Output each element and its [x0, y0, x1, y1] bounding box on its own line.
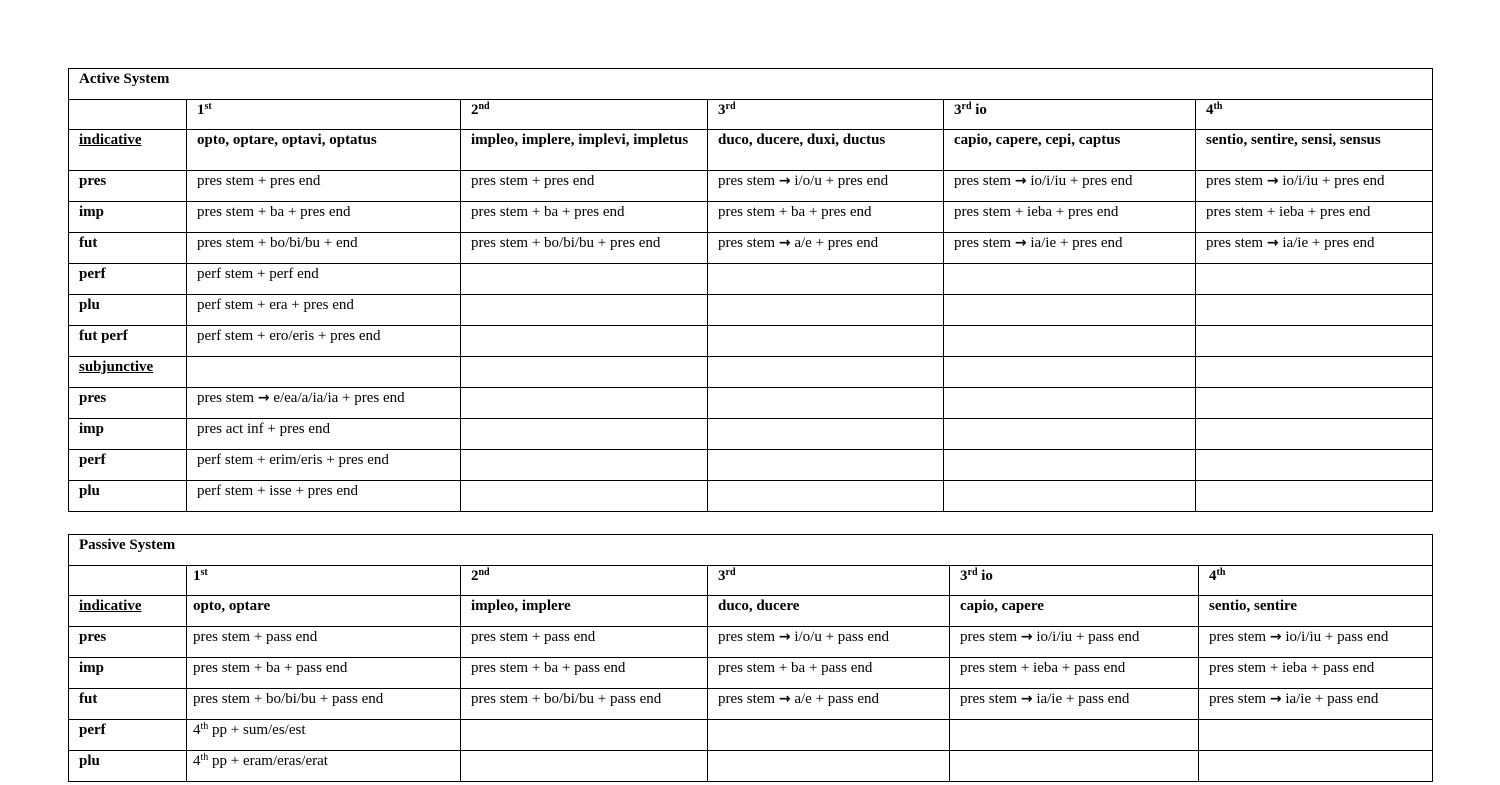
- conjugation-header: [1196, 100, 1433, 130]
- conjugation-header: [708, 566, 950, 596]
- cell-text: pres act inf + pres end: [197, 421, 330, 437]
- principal-parts: duco, ducere, duxi, ductus: [708, 130, 944, 171]
- table-row: [69, 481, 1433, 512]
- conjugation-number: 1: [197, 102, 205, 118]
- table-cell: [461, 171, 708, 202]
- table-cell: [461, 627, 708, 658]
- cell-text: pres stem + ieba + pres end: [954, 204, 1119, 220]
- cell-text: pres stem + pass end: [471, 629, 596, 645]
- superscript: rd: [967, 567, 978, 578]
- table-cell: [944, 264, 1196, 295]
- cell-text: perf stem + isse + pres end: [197, 483, 359, 499]
- conjugation-header: [708, 100, 944, 130]
- principal-parts: opto, optare: [187, 596, 461, 627]
- table-cell: [708, 171, 944, 202]
- table-cell: [1199, 689, 1433, 720]
- superscript: rd: [725, 101, 736, 112]
- table-cell: [461, 295, 708, 326]
- right-arrow-icon: →: [1266, 173, 1279, 189]
- table-cell: [461, 751, 708, 782]
- cell-text: pres stem + ieba + pass end: [960, 660, 1126, 676]
- table-cell: [187, 171, 461, 202]
- conjugation-number: 3: [954, 102, 962, 118]
- table-cell: [187, 202, 461, 233]
- table-cell: [944, 357, 1196, 388]
- cell-text: pres stem + pres end: [197, 173, 321, 189]
- table-cell: [708, 295, 944, 326]
- cell-text: a/e + pres end: [790, 235, 879, 251]
- table-cell: [187, 295, 461, 326]
- table-cell: [187, 264, 461, 295]
- conjugation-header: [461, 566, 708, 596]
- table-cell: [187, 388, 461, 419]
- conjugation-suffix: io: [977, 568, 993, 584]
- table-cell: [708, 419, 944, 450]
- table-cell: [187, 689, 461, 720]
- table-row: [69, 233, 1433, 264]
- cell-text: e/ea/a/ia/ia + pres end: [269, 390, 405, 406]
- table-cell: [1199, 658, 1433, 689]
- cell-text: pres stem + ba + pres end: [471, 204, 625, 220]
- conjugation-header: [187, 100, 461, 130]
- superscript: nd: [478, 101, 490, 112]
- cell-text: pres stem: [718, 173, 779, 189]
- passive-system-table: [68, 534, 1433, 782]
- cell-text: i/o/u + pass end: [790, 629, 890, 645]
- table-cell: [944, 295, 1196, 326]
- table-cell: [1199, 627, 1433, 658]
- table-row: [69, 326, 1433, 357]
- table-row: [69, 689, 1433, 720]
- table-cell: [461, 233, 708, 264]
- superscript: th: [200, 721, 209, 732]
- cell-text: pres stem + ieba + pass end: [1209, 660, 1375, 676]
- cell-text: 4: [193, 722, 201, 738]
- principal-parts: sentio, sentire: [1199, 596, 1433, 627]
- cell-text: pres stem: [960, 691, 1021, 707]
- table-row: [69, 171, 1433, 202]
- cell-text: pres stem: [1209, 629, 1270, 645]
- conjugation-header: [1199, 566, 1433, 596]
- table-row: [69, 388, 1433, 419]
- superscript: th: [1213, 101, 1223, 112]
- table-cell: [461, 388, 708, 419]
- table-cell: [708, 751, 950, 782]
- conjugation-header: [187, 566, 461, 596]
- cell-text: pres stem: [718, 235, 779, 251]
- table-cell: [950, 689, 1199, 720]
- table-cell: [950, 720, 1199, 751]
- principal-parts: capio, capere, cepi, captus: [944, 130, 1196, 171]
- right-arrow-icon: →: [1266, 235, 1279, 251]
- table-cell: [708, 658, 950, 689]
- cell-text: pres stem + pass end: [193, 629, 318, 645]
- table-row: [69, 627, 1433, 658]
- table-cell: [1196, 326, 1433, 357]
- table-row: [69, 751, 1433, 782]
- conjugation-header: [944, 100, 1196, 130]
- table-cell: [708, 720, 950, 751]
- conjugation-number: 1: [193, 568, 201, 584]
- table-cell: [461, 720, 708, 751]
- row-label: imp: [69, 419, 187, 450]
- table-cell: [187, 326, 461, 357]
- table-cell: [708, 689, 950, 720]
- row-label: plu: [69, 751, 187, 782]
- table-cell: [461, 450, 708, 481]
- principal-parts-row: [69, 130, 1433, 171]
- table-cell: [944, 171, 1196, 202]
- row-label: pres: [69, 627, 187, 658]
- cell-text: pres stem: [960, 629, 1021, 645]
- cell-text: pres stem: [197, 390, 258, 406]
- cell-text: pres stem + ba + pres end: [718, 204, 872, 220]
- cell-text: perf stem + erim/eris + pres end: [197, 452, 389, 468]
- table-cell: [708, 627, 950, 658]
- right-arrow-icon: →: [1014, 173, 1027, 189]
- table-cell: [708, 264, 944, 295]
- table-cell: [461, 481, 708, 512]
- conjugation-suffix: io: [971, 102, 987, 118]
- conjugation-number: 4: [1209, 568, 1217, 584]
- table-cell: [1196, 481, 1433, 512]
- table-cell: [1196, 388, 1433, 419]
- principal-parts: capio, capere: [950, 596, 1199, 627]
- right-arrow-icon: →: [1269, 691, 1282, 707]
- cell-text: i/o/u + pres end: [790, 173, 889, 189]
- superscript: st: [200, 567, 208, 578]
- row-label: fut perf: [69, 326, 187, 357]
- cell-text: ia/ie + pres end: [1026, 235, 1123, 251]
- table-cell: [461, 326, 708, 357]
- row-label: perf: [69, 264, 187, 295]
- cell-text: perf stem + era + pres end: [197, 297, 354, 313]
- cell-text: pres stem + ieba + pres end: [1206, 204, 1371, 220]
- table-cell: [187, 481, 461, 512]
- table-cell: [708, 388, 944, 419]
- row-label: plu: [69, 481, 187, 512]
- cell-text: pres stem + ba + pass end: [193, 660, 348, 676]
- table-row: [69, 295, 1433, 326]
- table-cell: [1196, 264, 1433, 295]
- row-label: plu: [69, 295, 187, 326]
- table-cell: [461, 357, 708, 388]
- right-arrow-icon: →: [778, 235, 791, 251]
- cell-text: ia/ie + pass end: [1281, 691, 1379, 707]
- conjugation-number: 3: [960, 568, 968, 584]
- cell-text: pres stem + ba + pass end: [718, 660, 873, 676]
- table-cell: [1196, 450, 1433, 481]
- table-cell: [950, 658, 1199, 689]
- table-cell: [187, 233, 461, 264]
- table-cell: [461, 264, 708, 295]
- row-label: perf: [69, 720, 187, 751]
- row-label: pres: [69, 388, 187, 419]
- table-title: Passive System: [69, 535, 1433, 566]
- cell-text: perf stem + ero/eris + pres end: [197, 328, 381, 344]
- table-cell: [944, 419, 1196, 450]
- cell-text: pp + eram/eras/erat: [208, 753, 328, 769]
- superscript: th: [1216, 567, 1226, 578]
- table-cell: [187, 450, 461, 481]
- table-cell: [461, 202, 708, 233]
- row-label: imp: [69, 202, 187, 233]
- conjugation-number: 4: [1206, 102, 1214, 118]
- table-cell: [944, 326, 1196, 357]
- conjugation-number: 3: [718, 102, 726, 118]
- table-cell: [187, 720, 461, 751]
- table-cell: [950, 751, 1199, 782]
- cell-text: pres stem + ba + pres end: [197, 204, 351, 220]
- table-cell: [944, 202, 1196, 233]
- indicative-label: indicative: [69, 596, 187, 627]
- right-arrow-icon: →: [1020, 629, 1033, 645]
- table-row: [69, 264, 1433, 295]
- right-arrow-icon: →: [1014, 235, 1027, 251]
- row-label: imp: [69, 658, 187, 689]
- cell-text: pres stem + bo/bi/bu + pres end: [471, 235, 661, 251]
- table-cell: [1196, 357, 1433, 388]
- cell-text: ia/ie + pass end: [1032, 691, 1130, 707]
- right-arrow-icon: →: [257, 390, 270, 406]
- right-arrow-icon: →: [1269, 629, 1282, 645]
- table-cell: [708, 450, 944, 481]
- table-cell: [461, 419, 708, 450]
- table-row: [69, 720, 1433, 751]
- principal-parts: opto, optare, optavi, optatus: [187, 130, 461, 171]
- table-cell: [944, 388, 1196, 419]
- conjugation-number: 2: [471, 568, 479, 584]
- cell-text: pres stem + ba + pass end: [471, 660, 626, 676]
- superscript: th: [200, 752, 209, 763]
- row-label: perf: [69, 450, 187, 481]
- cell-text: pres stem + bo/bi/bu + pass end: [471, 691, 662, 707]
- superscript: nd: [478, 567, 490, 578]
- table-cell: [944, 233, 1196, 264]
- conjugation-header-row: [69, 566, 1433, 596]
- row-label: fut: [69, 689, 187, 720]
- cell-text: ia/ie + pres end: [1278, 235, 1375, 251]
- principal-parts: impleo, implere: [461, 596, 708, 627]
- cell-text: pres stem: [954, 173, 1015, 189]
- conjugation-header-row: [69, 100, 1433, 130]
- table-cell: [1199, 751, 1433, 782]
- table-cell: [187, 419, 461, 450]
- cell-text: pp + sum/es/est: [208, 722, 306, 738]
- table-row: [69, 357, 1433, 388]
- active-system-table: [68, 68, 1433, 512]
- table-cell: [950, 627, 1199, 658]
- principal-parts: sentio, sentire, sensi, sensus: [1196, 130, 1433, 171]
- cell-text: io/i/iu + pass end: [1032, 629, 1140, 645]
- cell-text: pres stem + pres end: [471, 173, 595, 189]
- conjugation-header: [461, 100, 708, 130]
- table-title: Active System: [69, 69, 1433, 100]
- table-cell: [1196, 419, 1433, 450]
- cell-text: pres stem: [718, 629, 779, 645]
- principal-parts: impleo, implere, implevi, impletus: [461, 130, 708, 171]
- table-cell: [944, 481, 1196, 512]
- conjugation-number: 3: [718, 568, 726, 584]
- table-cell: [1196, 233, 1433, 264]
- cell-text: 4: [193, 753, 201, 769]
- cell-text: pres stem: [1206, 173, 1267, 189]
- table-cell: [1199, 720, 1433, 751]
- row-label: fut: [69, 233, 187, 264]
- cell-text: perf stem + perf end: [197, 266, 319, 282]
- table-cell: [187, 658, 461, 689]
- row-label: pres: [69, 171, 187, 202]
- right-arrow-icon: →: [1020, 691, 1033, 707]
- superscript: rd: [961, 101, 972, 112]
- table-cell: [708, 326, 944, 357]
- table-cell: [708, 481, 944, 512]
- cell-text: pres stem: [1206, 235, 1267, 251]
- table-row: [69, 450, 1433, 481]
- cell-text: pres stem: [954, 235, 1015, 251]
- conjugation-header: [950, 566, 1199, 596]
- table-cell: [1196, 202, 1433, 233]
- cell-text: io/i/iu + pres end: [1026, 173, 1133, 189]
- cell-text: io/i/iu + pass end: [1281, 629, 1389, 645]
- right-arrow-icon: →: [778, 691, 791, 707]
- table-row: [69, 658, 1433, 689]
- cell-text: pres stem + bo/bi/bu + pass end: [193, 691, 384, 707]
- title-row: [69, 535, 1433, 566]
- row-label: subjunctive: [69, 357, 187, 388]
- principal-parts-row: [69, 596, 1433, 627]
- indicative-label: indicative: [69, 130, 187, 171]
- superscript: rd: [725, 567, 736, 578]
- conjugation-number: 2: [471, 102, 479, 118]
- cell-text: pres stem: [1209, 691, 1270, 707]
- empty-cell: [69, 566, 187, 596]
- table-cell: [708, 233, 944, 264]
- table-cell: [187, 357, 461, 388]
- empty-cell: [69, 100, 187, 130]
- table-row: [69, 202, 1433, 233]
- table-cell: [944, 450, 1196, 481]
- title-row: [69, 69, 1433, 100]
- table-cell: [187, 627, 461, 658]
- table-cell: [461, 658, 708, 689]
- table-cell: [708, 357, 944, 388]
- right-arrow-icon: →: [778, 173, 791, 189]
- cell-text: pres stem: [718, 691, 779, 707]
- table-cell: [708, 202, 944, 233]
- principal-parts: duco, ducere: [708, 596, 950, 627]
- table-cell: [1196, 295, 1433, 326]
- right-arrow-icon: →: [778, 629, 791, 645]
- table-cell: [187, 751, 461, 782]
- cell-text: a/e + pass end: [790, 691, 879, 707]
- table-cell: [1196, 171, 1433, 202]
- table-cell: [461, 689, 708, 720]
- superscript: st: [204, 101, 212, 112]
- cell-text: pres stem + bo/bi/bu + end: [197, 235, 358, 251]
- cell-text: io/i/iu + pres end: [1278, 173, 1385, 189]
- table-row: [69, 419, 1433, 450]
